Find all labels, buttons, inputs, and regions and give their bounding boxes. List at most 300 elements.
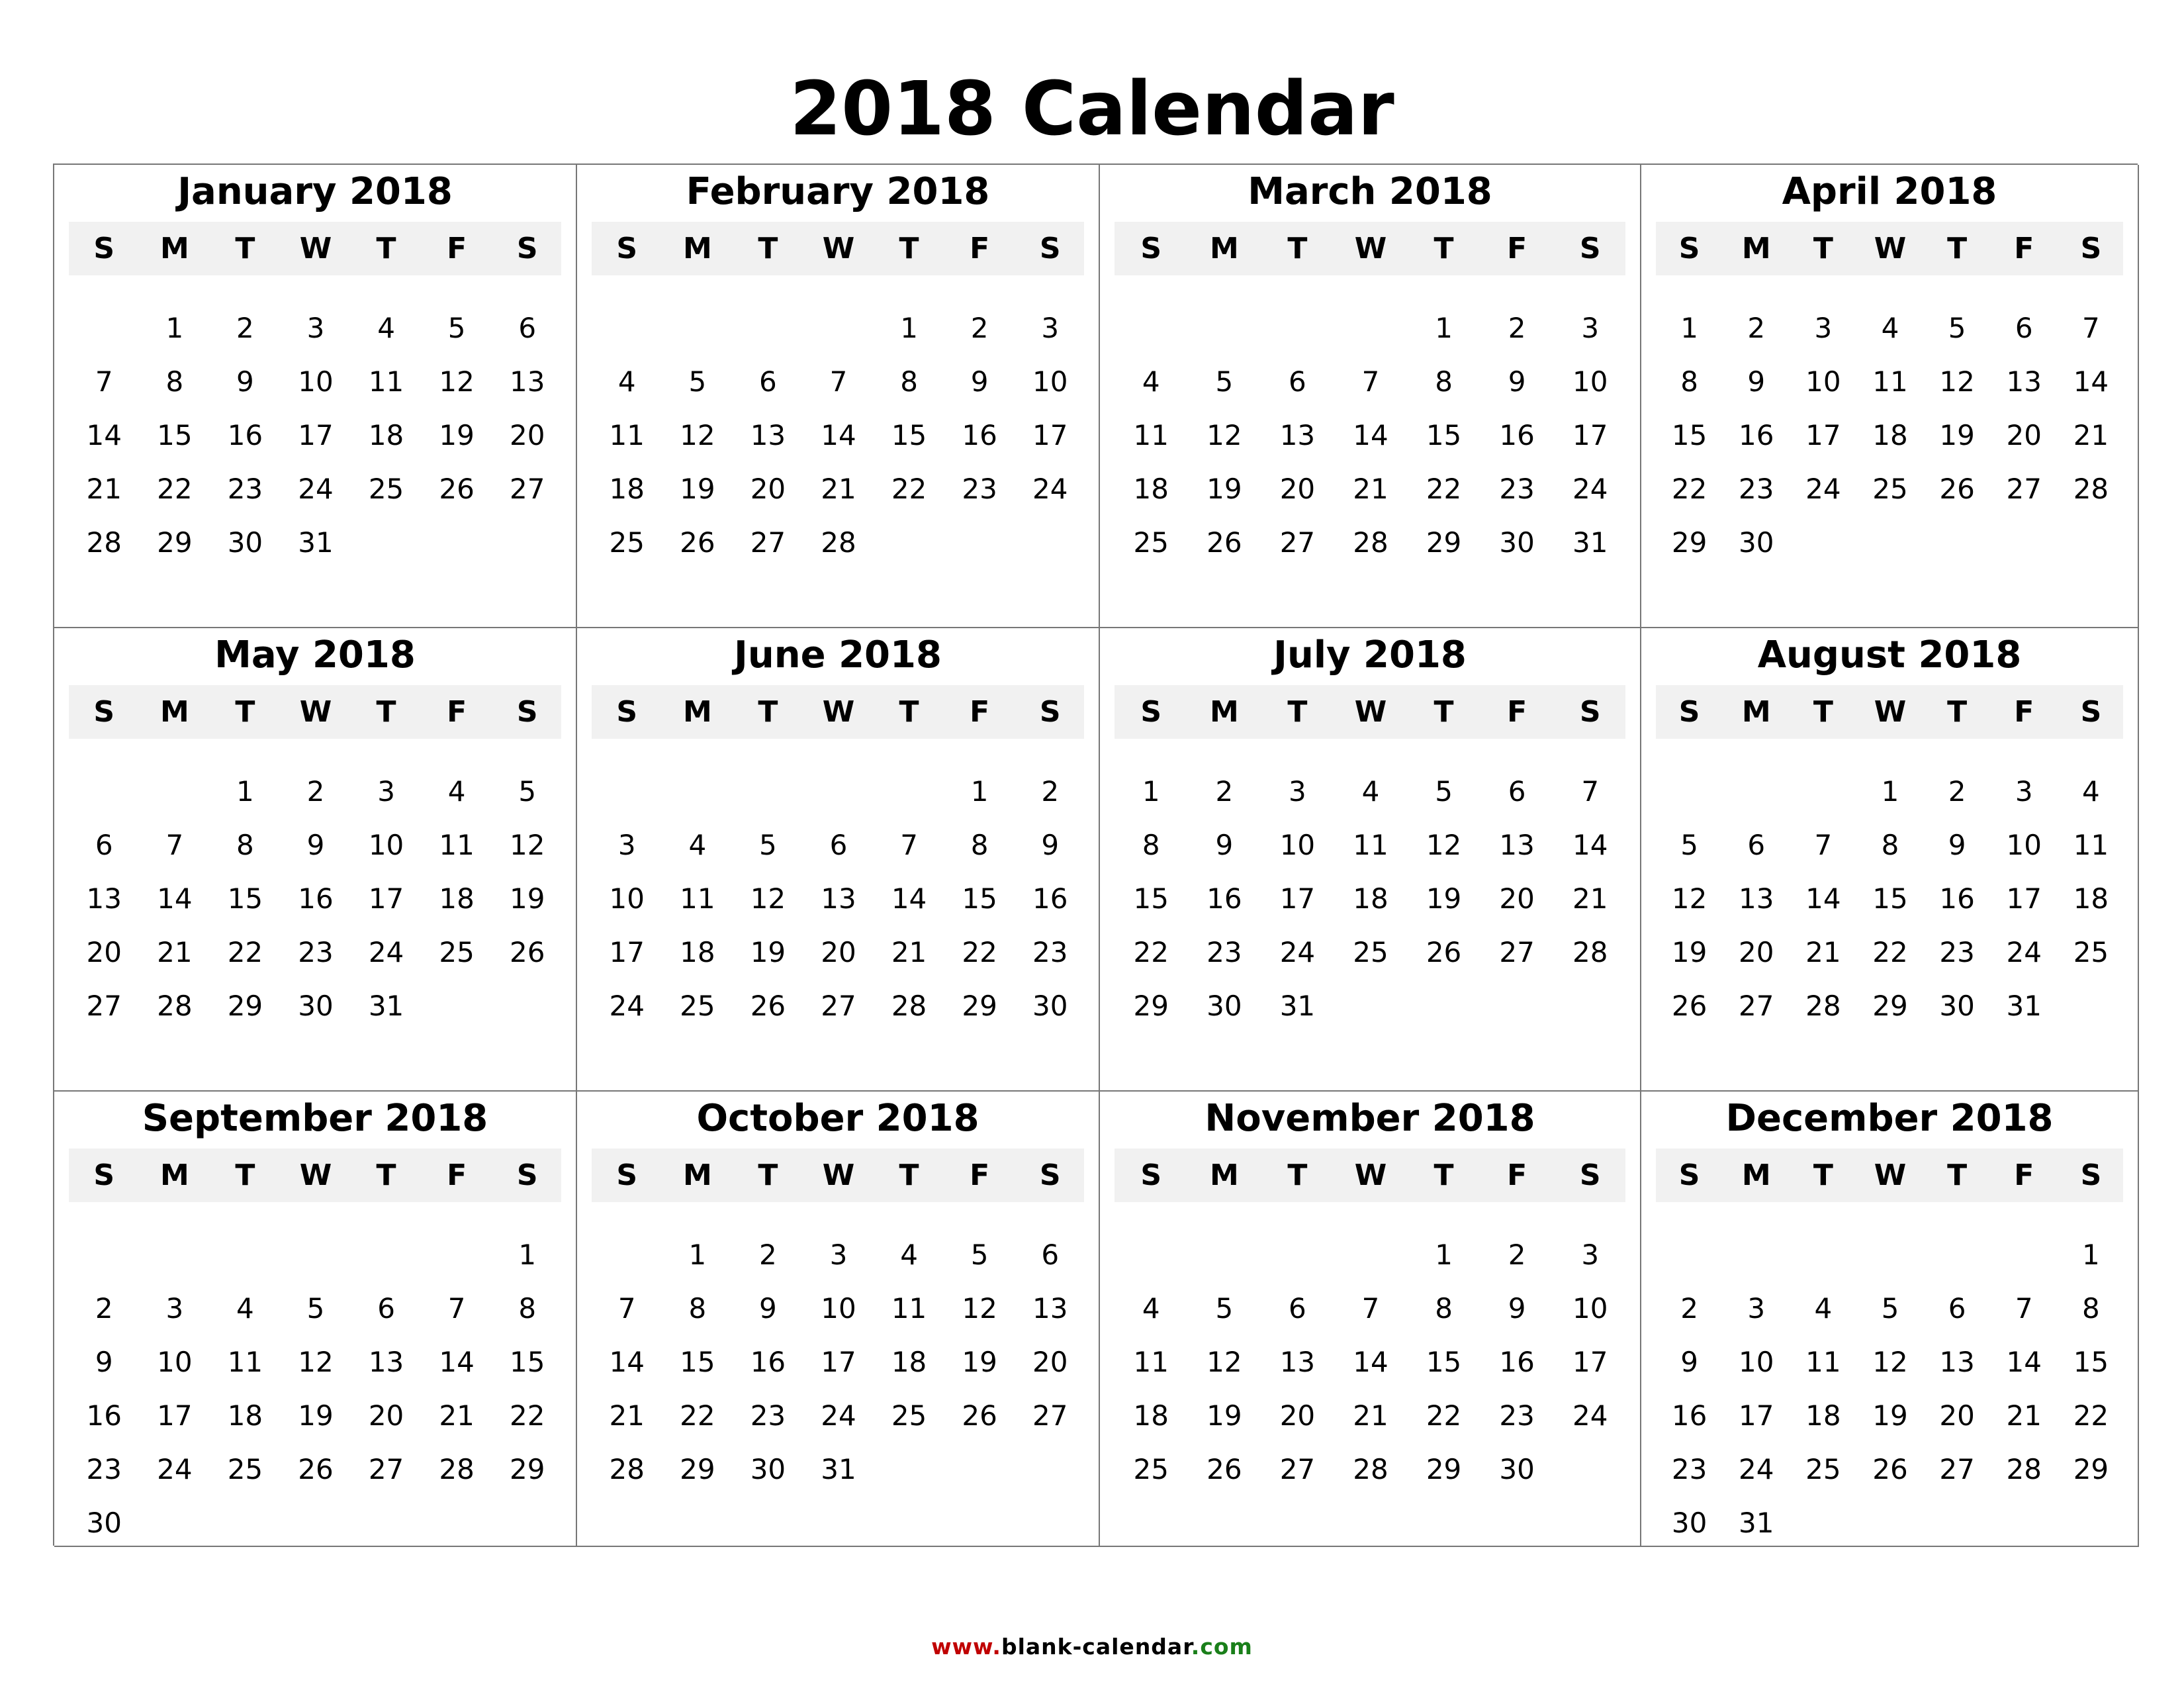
day-cell: 11 bbox=[891, 1292, 927, 1325]
day-cell: 10 bbox=[368, 829, 404, 861]
day-cell: 12 bbox=[1872, 1346, 1908, 1378]
day-cell: 17 bbox=[1279, 882, 1316, 915]
footer-url[interactable] bbox=[0, 1634, 2184, 1660]
page-title: 2018 Calendar bbox=[790, 66, 1394, 152]
day-cell: 4 bbox=[236, 1292, 254, 1325]
day-cell: 1 bbox=[1435, 312, 1453, 344]
day-cell: 25 bbox=[609, 526, 645, 559]
weekday-label: W bbox=[1354, 1158, 1387, 1192]
day-cell: 14 bbox=[439, 1346, 475, 1378]
day-cell: 7 bbox=[1361, 365, 1380, 398]
day-cell: 31 bbox=[2006, 990, 2042, 1022]
day-cell: 19 bbox=[439, 419, 475, 451]
day-cell: 3 bbox=[1041, 312, 1060, 344]
day-cell: 27 bbox=[1939, 1453, 1975, 1485]
day-cell: 24 bbox=[609, 990, 645, 1022]
month-title: August 2018 bbox=[1757, 633, 2022, 677]
month-block bbox=[577, 1092, 1100, 1547]
calendar-grid bbox=[53, 164, 2138, 1546]
day-cell: 31 bbox=[821, 1453, 856, 1485]
day-cell: 26 bbox=[509, 936, 545, 968]
month-block bbox=[54, 1092, 577, 1547]
weekday-label: S bbox=[1579, 1158, 1601, 1192]
day-cell: 5 bbox=[1435, 775, 1453, 808]
day-cell: 23 bbox=[298, 936, 334, 968]
day-cell: 12 bbox=[1206, 419, 1242, 451]
day-cell: 29 bbox=[227, 990, 263, 1022]
day-cell: 22 bbox=[1133, 936, 1169, 968]
day-cell: 8 bbox=[900, 365, 918, 398]
month-block bbox=[1641, 1092, 2139, 1547]
day-cell: 26 bbox=[1671, 990, 1707, 1022]
weekday-label: T bbox=[376, 1158, 396, 1192]
day-cell: 26 bbox=[298, 1453, 334, 1485]
weekday-label: T bbox=[1433, 1158, 1454, 1192]
day-cell: 30 bbox=[86, 1507, 122, 1539]
day-cell: 7 bbox=[95, 365, 113, 398]
day-cell: 11 bbox=[2073, 829, 2109, 861]
day-cell: 8 bbox=[1435, 365, 1453, 398]
day-cell: 16 bbox=[962, 419, 997, 451]
month-block bbox=[577, 628, 1100, 1092]
day-cell: 8 bbox=[1680, 365, 1698, 398]
day-cell: 15 bbox=[891, 419, 927, 451]
weekday-label: T bbox=[235, 232, 255, 265]
day-cell: 9 bbox=[1508, 365, 1526, 398]
day-cell: 22 bbox=[157, 473, 193, 505]
day-cell: 20 bbox=[750, 473, 786, 505]
day-cell: 13 bbox=[509, 365, 545, 398]
day-cell: 9 bbox=[1215, 829, 1234, 861]
day-cell: 13 bbox=[86, 882, 122, 915]
day-cell: 7 bbox=[165, 829, 184, 861]
day-cell: 8 bbox=[236, 829, 254, 861]
day-cell: 15 bbox=[1133, 882, 1169, 915]
day-cell: 19 bbox=[1872, 1399, 1908, 1432]
day-cell: 7 bbox=[617, 1292, 636, 1325]
weekday-label: M bbox=[1209, 232, 1239, 265]
day-cell: 6 bbox=[518, 312, 537, 344]
day-cell: 30 bbox=[1738, 526, 1774, 559]
day-cell: 16 bbox=[750, 1346, 786, 1378]
day-cell: 20 bbox=[1939, 1399, 1975, 1432]
day-cell: 30 bbox=[1499, 526, 1535, 559]
day-cell: 25 bbox=[2073, 936, 2109, 968]
weekday-header bbox=[69, 222, 561, 275]
day-cell: 23 bbox=[962, 473, 997, 505]
day-cell: 1 bbox=[970, 775, 989, 808]
day-cell: 22 bbox=[1872, 936, 1908, 968]
day-cell: 21 bbox=[821, 473, 856, 505]
weekday-label: T bbox=[1433, 695, 1454, 729]
day-cell: 30 bbox=[1032, 990, 1068, 1022]
day-cell: 20 bbox=[1738, 936, 1774, 968]
day-cell: 28 bbox=[157, 990, 193, 1022]
weekday-label: T bbox=[1813, 695, 1833, 729]
day-cell: 1 bbox=[165, 312, 184, 344]
day-cell: 10 bbox=[1572, 365, 1608, 398]
day-cell: 21 bbox=[891, 936, 927, 968]
weekday-label: S bbox=[616, 695, 638, 729]
weekday-label: F bbox=[1507, 1158, 1527, 1192]
day-cell: 11 bbox=[609, 419, 645, 451]
weekday-label: S bbox=[516, 1158, 538, 1192]
day-cell: 28 bbox=[891, 990, 927, 1022]
footer-url-name: blank-calendar bbox=[1001, 1634, 1191, 1660]
weekday-label: S bbox=[1678, 695, 1700, 729]
day-cell: 11 bbox=[1353, 829, 1388, 861]
weekday-label: T bbox=[235, 695, 255, 729]
day-cell: 29 bbox=[680, 1453, 715, 1485]
day-cell: 17 bbox=[368, 882, 404, 915]
day-cell: 29 bbox=[1133, 990, 1169, 1022]
day-cell: 7 bbox=[2015, 1292, 2033, 1325]
day-cell: 23 bbox=[1032, 936, 1068, 968]
weekday-label: S bbox=[1678, 1158, 1700, 1192]
day-cell: 19 bbox=[750, 936, 786, 968]
weekday-label: M bbox=[159, 1158, 189, 1192]
day-cell: 5 bbox=[970, 1239, 989, 1271]
weekday-label: W bbox=[822, 695, 855, 729]
day-cell: 10 bbox=[821, 1292, 856, 1325]
day-cell: 10 bbox=[2006, 829, 2042, 861]
day-cell: 4 bbox=[1142, 365, 1160, 398]
weekday-label: S bbox=[93, 695, 115, 729]
day-cell: 14 bbox=[1805, 882, 1841, 915]
weekday-label: S bbox=[516, 232, 538, 265]
weekday-label: F bbox=[1507, 695, 1527, 729]
day-cell: 8 bbox=[518, 1292, 537, 1325]
day-cell: 6 bbox=[1041, 1239, 1060, 1271]
day-cell: 23 bbox=[86, 1453, 122, 1485]
day-cell: 10 bbox=[1032, 365, 1068, 398]
day-cell: 20 bbox=[1499, 882, 1535, 915]
weekday-label: S bbox=[616, 1158, 638, 1192]
day-cell: 13 bbox=[821, 882, 856, 915]
day-cell: 25 bbox=[368, 473, 404, 505]
day-cell: 31 bbox=[1572, 526, 1608, 559]
day-cell: 15 bbox=[1426, 419, 1462, 451]
day-cell: 27 bbox=[1279, 1453, 1316, 1485]
weekday-label: T bbox=[1433, 232, 1454, 265]
day-cell: 27 bbox=[821, 990, 856, 1022]
day-cell: 18 bbox=[609, 473, 645, 505]
day-cell: 20 bbox=[2006, 419, 2042, 451]
day-cell: 19 bbox=[1206, 1399, 1242, 1432]
weekday-label: W bbox=[1354, 695, 1387, 729]
day-cell: 24 bbox=[1805, 473, 1841, 505]
day-cell: 14 bbox=[157, 882, 193, 915]
day-cell: 20 bbox=[368, 1399, 404, 1432]
day-cell: 31 bbox=[368, 990, 404, 1022]
day-cell: 15 bbox=[962, 882, 997, 915]
day-cell: 3 bbox=[1581, 312, 1600, 344]
day-cell: 9 bbox=[1508, 1292, 1526, 1325]
day-cell: 20 bbox=[821, 936, 856, 968]
day-cell: 15 bbox=[1426, 1346, 1462, 1378]
day-cell: 7 bbox=[900, 829, 918, 861]
day-cell: 9 bbox=[306, 829, 325, 861]
day-cell: 18 bbox=[1133, 473, 1169, 505]
day-cell: 30 bbox=[750, 1453, 786, 1485]
month-title: February 2018 bbox=[686, 170, 990, 213]
day-cell: 9 bbox=[236, 365, 254, 398]
day-cell: 27 bbox=[750, 526, 786, 559]
day-cell: 14 bbox=[891, 882, 927, 915]
day-cell: 17 bbox=[157, 1399, 193, 1432]
day-cell: 9 bbox=[1680, 1346, 1698, 1378]
day-cell: 17 bbox=[1572, 1346, 1608, 1378]
day-cell: 12 bbox=[1671, 882, 1707, 915]
month-block bbox=[1100, 165, 1641, 628]
day-cell: 19 bbox=[962, 1346, 997, 1378]
weekday-header bbox=[1115, 1149, 1625, 1202]
month-block bbox=[1100, 1092, 1641, 1547]
day-cell: 13 bbox=[1499, 829, 1535, 861]
day-cell: 4 bbox=[688, 829, 707, 861]
weekday-header bbox=[1115, 685, 1625, 739]
day-cell: 2 bbox=[970, 312, 989, 344]
day-cell: 13 bbox=[1738, 882, 1774, 915]
day-cell: 2 bbox=[1215, 775, 1234, 808]
day-cell: 27 bbox=[1499, 936, 1535, 968]
day-cell: 16 bbox=[86, 1399, 122, 1432]
weekday-label: F bbox=[2014, 695, 2034, 729]
weekday-header bbox=[69, 685, 561, 739]
day-cell: 10 bbox=[609, 882, 645, 915]
day-cell: 23 bbox=[750, 1399, 786, 1432]
day-cell: 28 bbox=[86, 526, 122, 559]
weekday-label: T bbox=[1813, 232, 1833, 265]
day-cell: 24 bbox=[1279, 936, 1316, 968]
day-cell: 17 bbox=[1738, 1399, 1774, 1432]
weekday-label: S bbox=[1678, 232, 1700, 265]
day-cell: 12 bbox=[962, 1292, 997, 1325]
day-cell: 9 bbox=[95, 1346, 113, 1378]
day-cell: 14 bbox=[1572, 829, 1608, 861]
weekday-label: S bbox=[1140, 695, 1162, 729]
day-cell: 14 bbox=[609, 1346, 645, 1378]
day-cell: 12 bbox=[1426, 829, 1462, 861]
day-cell: 5 bbox=[518, 775, 537, 808]
month-title: November 2018 bbox=[1205, 1097, 1535, 1140]
day-cell: 5 bbox=[1215, 365, 1234, 398]
day-cell: 19 bbox=[1671, 936, 1707, 968]
day-cell: 13 bbox=[1939, 1346, 1975, 1378]
day-cell: 28 bbox=[821, 526, 856, 559]
day-cell: 2 bbox=[1041, 775, 1060, 808]
weekday-label: F bbox=[447, 232, 467, 265]
day-cell: 9 bbox=[1948, 829, 1966, 861]
day-cell: 5 bbox=[688, 365, 707, 398]
day-cell: 3 bbox=[2015, 775, 2033, 808]
weekday-label: F bbox=[2014, 1158, 2034, 1192]
day-cell: 27 bbox=[1279, 526, 1316, 559]
weekday-label: S bbox=[2080, 695, 2102, 729]
weekday-header bbox=[1115, 222, 1625, 275]
day-cell: 26 bbox=[439, 473, 475, 505]
day-cell: 21 bbox=[157, 936, 193, 968]
day-cell: 17 bbox=[1805, 419, 1841, 451]
day-cell: 19 bbox=[1939, 419, 1975, 451]
day-cell: 9 bbox=[1747, 365, 1766, 398]
day-cell: 31 bbox=[1279, 990, 1316, 1022]
day-cell: 1 bbox=[688, 1239, 707, 1271]
day-cell: 9 bbox=[1041, 829, 1060, 861]
day-cell: 2 bbox=[1948, 775, 1966, 808]
weekday-header bbox=[69, 1149, 561, 1202]
day-cell: 8 bbox=[1881, 829, 1899, 861]
day-cell: 24 bbox=[157, 1453, 193, 1485]
day-cell: 4 bbox=[1881, 312, 1899, 344]
day-cell: 21 bbox=[609, 1399, 645, 1432]
month-title: June 2018 bbox=[734, 633, 942, 677]
day-cell: 24 bbox=[298, 473, 334, 505]
day-cell: 18 bbox=[2073, 882, 2109, 915]
day-cell: 10 bbox=[298, 365, 334, 398]
day-cell: 6 bbox=[1289, 1292, 1306, 1325]
day-cell: 7 bbox=[1814, 829, 1833, 861]
day-cell: 26 bbox=[1939, 473, 1975, 505]
day-cell: 29 bbox=[1671, 526, 1707, 559]
day-cell: 24 bbox=[821, 1399, 856, 1432]
day-cell: 6 bbox=[1747, 829, 1766, 861]
weekday-label: S bbox=[2080, 1158, 2102, 1192]
weekday-label: S bbox=[1039, 695, 1061, 729]
day-cell: 2 bbox=[1680, 1292, 1698, 1325]
weekday-header bbox=[1656, 685, 2123, 739]
day-cell: 16 bbox=[1206, 882, 1242, 915]
day-cell: 13 bbox=[1279, 1346, 1316, 1378]
day-cell: 18 bbox=[1872, 419, 1908, 451]
weekday-header bbox=[1656, 1149, 2123, 1202]
day-cell: 10 bbox=[157, 1346, 193, 1378]
day-cell: 28 bbox=[439, 1453, 475, 1485]
day-cell: 16 bbox=[1499, 419, 1535, 451]
weekday-label: T bbox=[758, 232, 778, 265]
day-cell: 26 bbox=[680, 526, 715, 559]
weekday-label: T bbox=[1287, 1158, 1308, 1192]
day-cell: 20 bbox=[1279, 473, 1316, 505]
weekday-label: W bbox=[299, 1158, 332, 1192]
day-cell: 11 bbox=[1133, 1346, 1169, 1378]
day-cell: 22 bbox=[1671, 473, 1707, 505]
day-cell: 7 bbox=[829, 365, 848, 398]
day-cell: 12 bbox=[509, 829, 545, 861]
day-cell: 18 bbox=[227, 1399, 263, 1432]
day-cell: 27 bbox=[368, 1453, 404, 1485]
day-cell: 1 bbox=[236, 775, 254, 808]
day-cell: 26 bbox=[750, 990, 786, 1022]
day-cell: 7 bbox=[2082, 312, 2100, 344]
day-cell: 23 bbox=[227, 473, 263, 505]
day-cell: 3 bbox=[1747, 1292, 1766, 1325]
day-cell: 28 bbox=[2073, 473, 2109, 505]
day-cell: 14 bbox=[1353, 419, 1388, 451]
day-cell: 21 bbox=[1353, 1399, 1388, 1432]
weekday-label: T bbox=[1947, 1158, 1968, 1192]
weekday-label: T bbox=[235, 1158, 255, 1192]
day-cell: 18 bbox=[1133, 1399, 1169, 1432]
day-cell: 23 bbox=[1499, 473, 1535, 505]
weekday-label: F bbox=[970, 232, 990, 265]
weekday-label: M bbox=[1209, 695, 1239, 729]
day-cell: 5 bbox=[1948, 312, 1966, 344]
day-cell: 13 bbox=[750, 419, 786, 451]
weekday-label: F bbox=[447, 695, 467, 729]
day-cell: 29 bbox=[509, 1453, 545, 1485]
day-cell: 18 bbox=[1805, 1399, 1841, 1432]
weekday-label: F bbox=[1507, 232, 1527, 265]
month-title: July 2018 bbox=[1273, 633, 1467, 677]
day-cell: 14 bbox=[86, 419, 122, 451]
day-cell: 26 bbox=[962, 1399, 997, 1432]
day-cell: 5 bbox=[1680, 829, 1698, 861]
day-cell: 7 bbox=[1581, 775, 1600, 808]
day-cell: 29 bbox=[157, 526, 193, 559]
weekday-label: S bbox=[93, 1158, 115, 1192]
day-cell: 22 bbox=[227, 936, 263, 968]
day-cell: 4 bbox=[1814, 1292, 1833, 1325]
day-cell: 6 bbox=[1948, 1292, 1966, 1325]
day-cell: 25 bbox=[1133, 526, 1169, 559]
day-cell: 15 bbox=[509, 1346, 545, 1378]
day-cell: 12 bbox=[1939, 365, 1975, 398]
day-cell: 25 bbox=[1353, 936, 1388, 968]
day-cell: 4 bbox=[447, 775, 466, 808]
day-cell: 19 bbox=[1426, 882, 1462, 915]
day-cell: 3 bbox=[377, 775, 395, 808]
weekday-header bbox=[592, 685, 1084, 739]
day-cell: 25 bbox=[439, 936, 475, 968]
day-cell: 14 bbox=[1353, 1346, 1388, 1378]
day-cell: 5 bbox=[306, 1292, 325, 1325]
day-cell: 27 bbox=[86, 990, 122, 1022]
day-cell: 29 bbox=[1426, 526, 1462, 559]
weekday-label: M bbox=[1741, 695, 1771, 729]
day-cell: 18 bbox=[1353, 882, 1388, 915]
day-cell: 15 bbox=[2073, 1346, 2109, 1378]
day-cell: 5 bbox=[447, 312, 466, 344]
weekday-label: M bbox=[682, 695, 712, 729]
day-cell: 25 bbox=[1805, 1453, 1841, 1485]
day-cell: 26 bbox=[1872, 1453, 1908, 1485]
day-cell: 24 bbox=[1032, 473, 1068, 505]
day-cell: 4 bbox=[617, 365, 636, 398]
day-cell: 22 bbox=[680, 1399, 715, 1432]
day-cell: 1 bbox=[2082, 1239, 2100, 1271]
weekday-label: T bbox=[899, 232, 919, 265]
day-cell: 5 bbox=[759, 829, 777, 861]
weekday-label: T bbox=[758, 695, 778, 729]
day-cell: 19 bbox=[298, 1399, 334, 1432]
day-cell: 22 bbox=[509, 1399, 545, 1432]
day-cell: 6 bbox=[829, 829, 848, 861]
weekday-label: S bbox=[93, 232, 115, 265]
day-cell: 14 bbox=[821, 419, 856, 451]
day-cell: 6 bbox=[2015, 312, 2033, 344]
day-cell: 2 bbox=[1747, 312, 1766, 344]
day-cell: 22 bbox=[1426, 473, 1462, 505]
weekday-label: W bbox=[1874, 232, 1907, 265]
day-cell: 30 bbox=[298, 990, 334, 1022]
weekday-label: T bbox=[758, 1158, 778, 1192]
weekday-label: S bbox=[1579, 232, 1601, 265]
day-cell: 28 bbox=[1353, 526, 1388, 559]
day-cell: 19 bbox=[680, 473, 715, 505]
day-cell: 28 bbox=[1805, 990, 1841, 1022]
day-cell: 23 bbox=[1671, 1453, 1707, 1485]
